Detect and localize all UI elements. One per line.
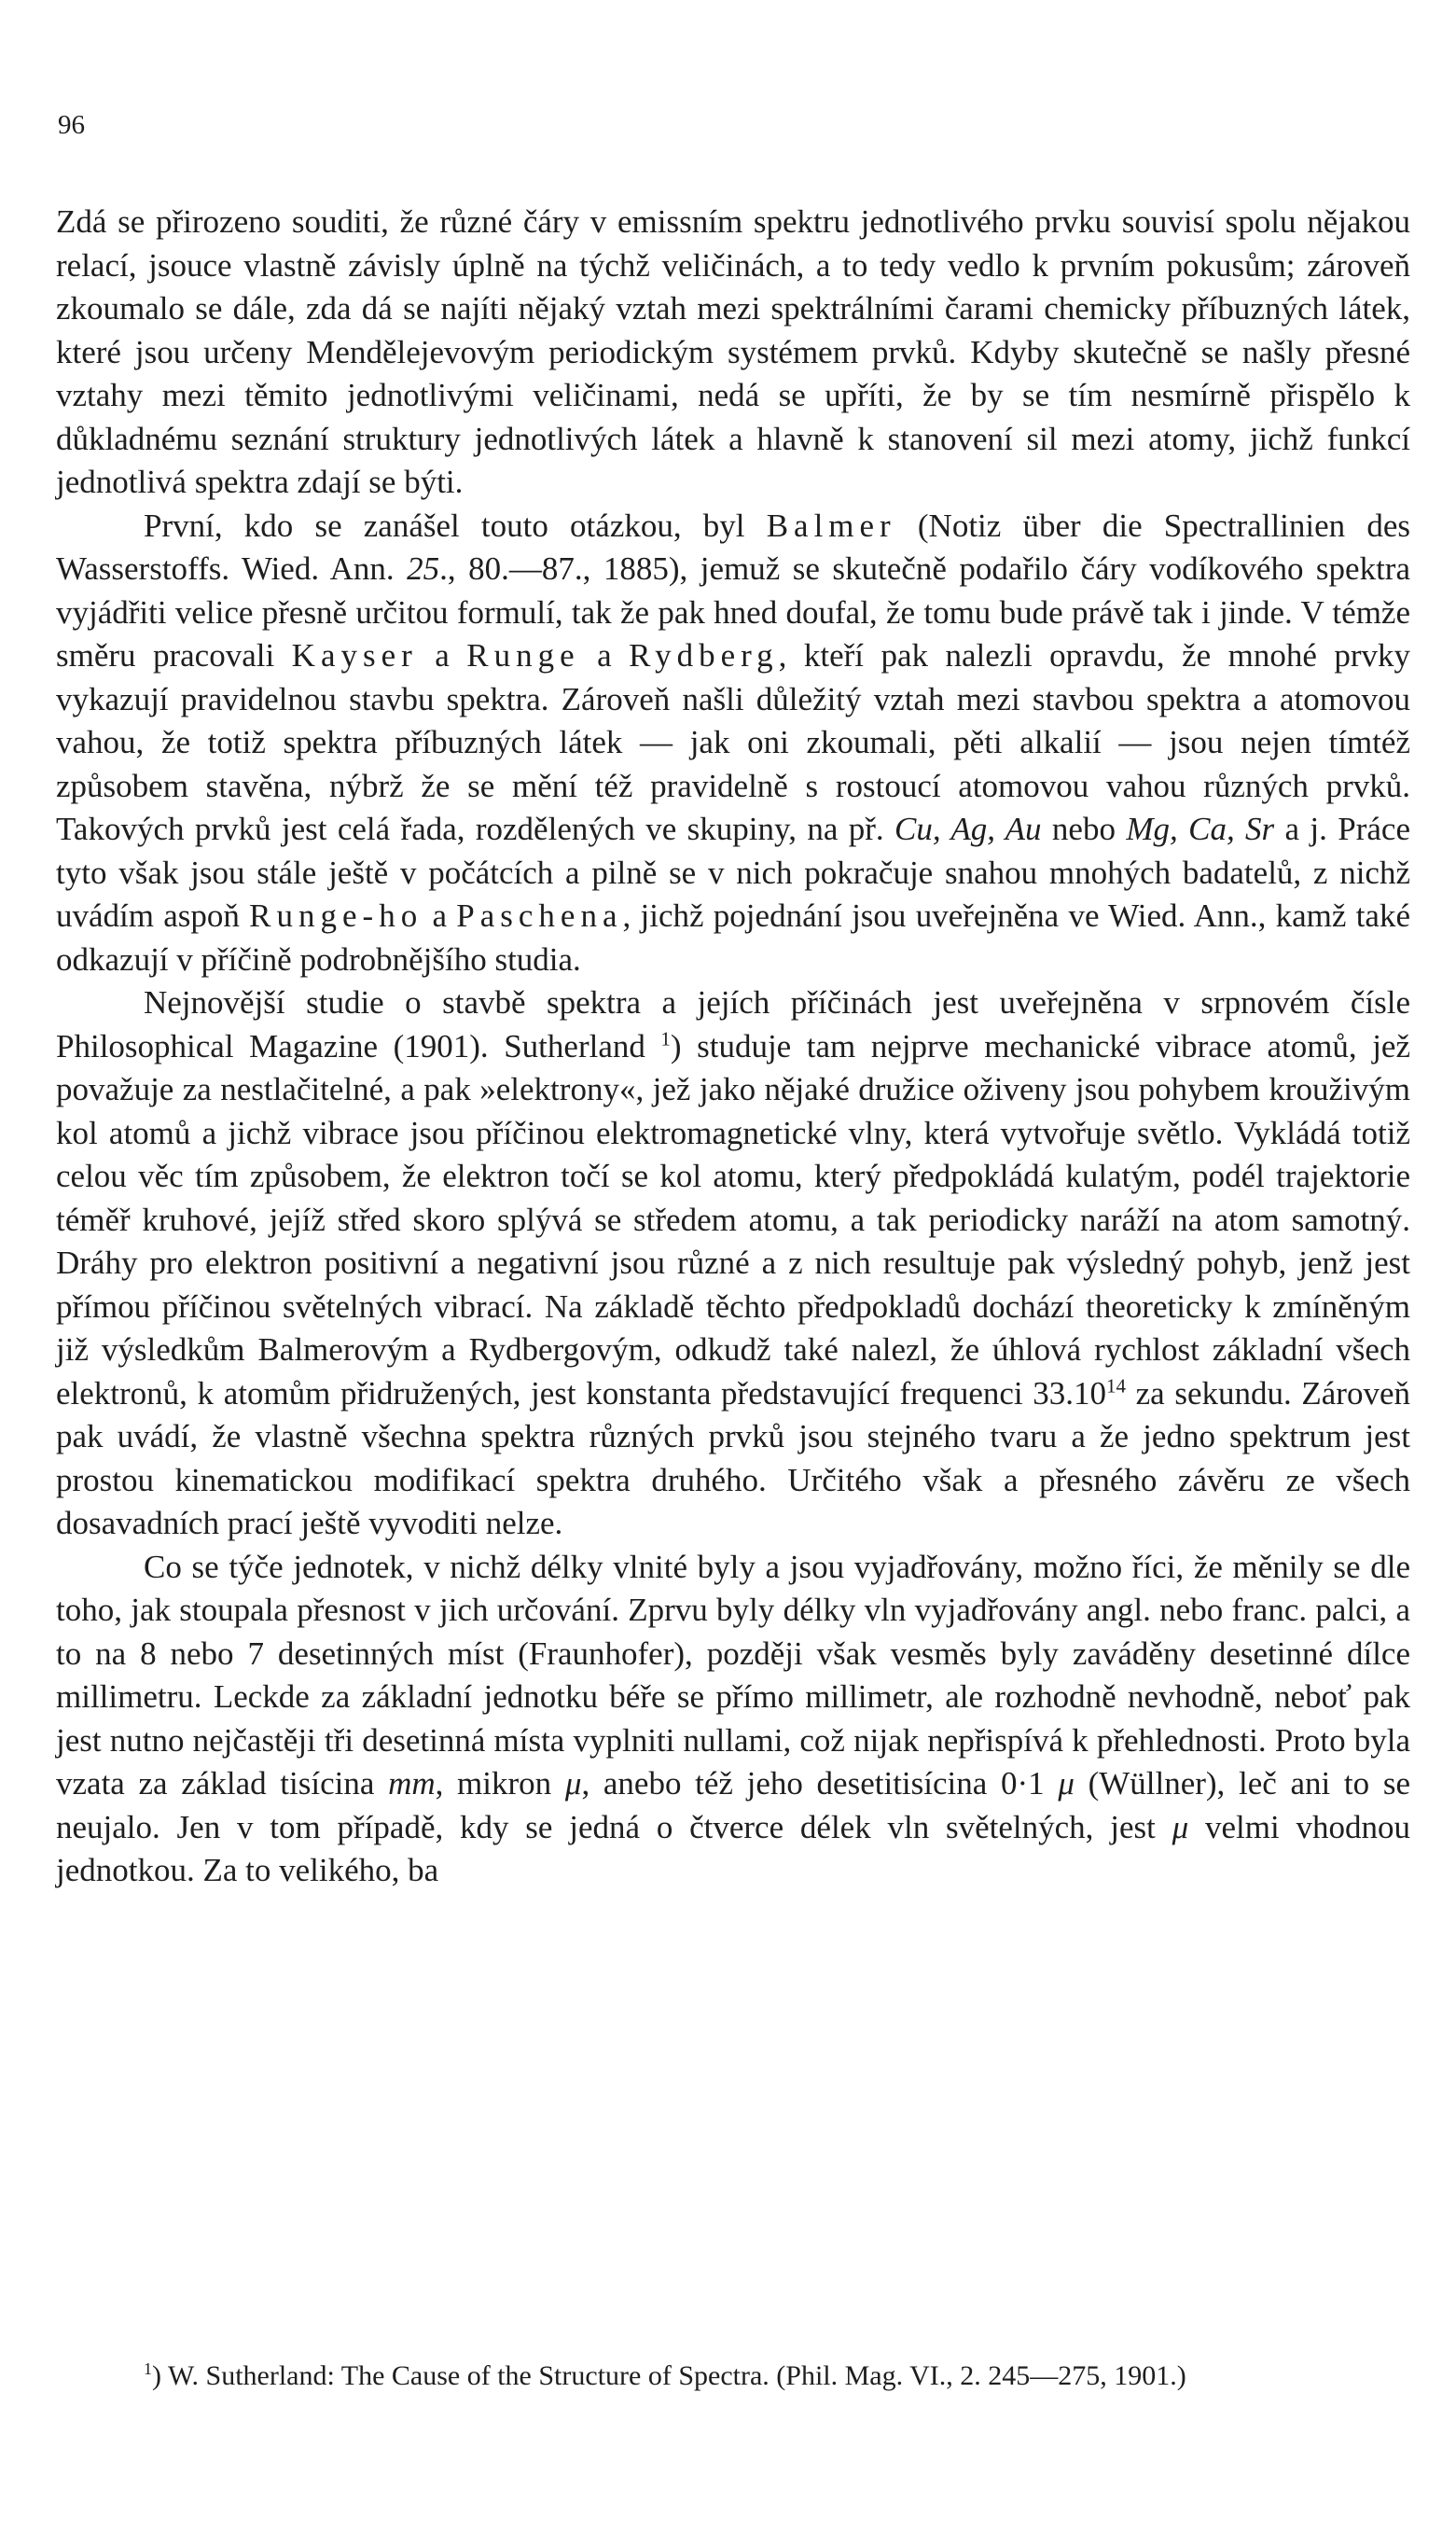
footnote-marker: 1 <box>144 2359 152 2379</box>
footnote-text: ) W. Sutherland: The Cause of the Structure of Spectra. (Phil. Mag. VI., 2. 245—275, 1901.) <box>152 2360 1186 2391</box>
italic-text: mm <box>388 1765 436 1802</box>
text-run: Nejnovější studie o stavbě spektra a jejích příčinách jest uveřejněna v srpnovém čísle Philosophical Magazine (1901). Sutherland <box>56 984 1410 1064</box>
spaced-name: Kayser <box>291 637 418 674</box>
text-run: První, kdo se zanášel touto otázkou, byl <box>144 507 767 544</box>
italic-text: μ <box>1172 1808 1189 1845</box>
spaced-name: Runge <box>466 637 580 674</box>
text-run: , jichž pojednání jsou uveřejněna ve Wied. Ann., kamž také odkazují v příčině podrobnějšího studia. <box>56 897 1410 978</box>
superscript: 14 <box>1106 1373 1126 1397</box>
paragraph <box>56 201 1410 505</box>
spaced-name: Runge-ho <box>249 897 423 934</box>
page-number: 96 <box>58 110 85 140</box>
text-run: a <box>417 637 467 674</box>
italic-text: 25 <box>407 550 440 587</box>
text-run: nebo <box>1041 811 1127 847</box>
text-run: (Wüllner), leč ani to se neujalo. Jen v tom případě, kdy se jedná o čtverce délek vln světelných, jest <box>56 1765 1410 1845</box>
text-run: , mikron <box>435 1765 565 1802</box>
superscript: 1 <box>660 1026 671 1050</box>
spaced-name: Rydberg <box>629 637 779 674</box>
text-run: , anebo též jeho desetitisícina 0·1 <box>581 1765 1059 1802</box>
text-run: ., 80.—87., 1885), jemuž se skutečně podařilo čáry vodíkového spektra vyjádřiti velice přesně určitou formulí, tak že pak hned doufal, že tomu bude právě tak i jinde. V témže směru pracovali <box>56 550 1410 674</box>
footnote <box>56 2358 1410 2395</box>
paragraph <box>56 981 1410 1546</box>
text-run: Zdá se přirozeno souditi, že různé čáry v emissním spektru jednotlivého prvku souvisí spolu nějakou relací, jsouce vlastně závisly úplně na týchž veličinách, a to tedy vedlo k prvním pokusům; zároveň zkoumalo se dále, zda dá se najíti nějaký vztah mezi spektrálními čarami chemicky příbuzných látek, které jsou určeny Mendělejevovým periodickým systémem prvků. Kdyby skutečně se našly přesné vztahy mezi těmito jednotlivými veličinami, nedá se upříti, že by se tím nesmírně přispělo k důkladnému seznání struktury jednotlivých látek a hlavně k stanovení sil mezi atomy, jichž funkcí jednotlivá spektra zdají se býti. <box>56 203 1410 500</box>
text-run: a <box>423 897 457 934</box>
text-run: a <box>579 637 630 674</box>
spaced-name: Balmer <box>766 507 896 544</box>
paragraph <box>56 505 1410 982</box>
italic-text: μ <box>1058 1765 1075 1802</box>
paragraph <box>56 1546 1410 1893</box>
text-run: , kteří pak nalezli opravdu, že mnohé prvky vykazují pravidelnou stavbu spektra. Zároveň našli důležitý vztah mezi stavbou spektra a atomovou vahou, že totiž spektra příbuzných látek — jak oni zkoumali, pěti alkalií — jsou nejen tímtéž způsobem stavěna, nýbrž že se mění též pravidelně s rostoucí atomovou vahou různých prvků. Takových prvků jest celá řada, rozdělených ve skupiny, na př. <box>56 637 1410 847</box>
italic-text: Cu, Ag, Au <box>894 811 1042 847</box>
text-run: ) studuje tam nejprve mechanické vibrace atomů, jež považuje za nestlačitelné, a pak »elektrony«, jež jako nějaké družice oživeny jsou pohybem krouživým kol atomů a jichž vibrace jsou příčinou elektromagnetické vlny, která vytvořuje světlo. Vykládá totiž celou věc tím způsobem, že elektron točí se kol atomu, který předpokládá kulatým, podél trajektorie téměř kruhové, jejíž střed skoro splývá se středem atomu, a tak periodicky naráží na atom samotný. Dráhy pro elektron positivní a negativní jsou různé a z nich resultuje pak výsledný pohyb, jenž jest přímou příčinou světelných vibrací. Na základě těchto předpokladů dochází theoreticky k zmíněným již výsledkům Balmerovým a Rydbergovým, odkudž také nalezl, že úhlová rychlost základní všech elektronů, k atomům přidružených, jest konstanta představující frequenci 33.10 <box>56 1027 1411 1412</box>
text-run: za sekundu. Zároveň pak uvádí, že vlastně všechna spektra různých prvků jsou stejného tvaru a že jedno spektrum jest prostou kinematickou modifikací spektra druhého. Určitého však a přesného závěru ze všech dosavadních prací ještě vyvoditi nelze. <box>56 1374 1410 1541</box>
body-text <box>56 201 1410 1893</box>
italic-text: Mg, Ca, Sr <box>1126 811 1275 847</box>
text-run: Co se týče jednotek, v nichž délky vlnité byly a jsou vyjadřovány, možno říci, že měnily se dle toho, jak stoupala přesnost v jich určování. Zprvu byly délky vln vyjadřovány angl. nebo franc. palci, a to na 8 nebo 7 desetinných míst (Fraunhofer), později však vesměs byly zaváděny desetinné dílce millimetru. Leckde za základní jednotku béře se přímo millimetr, ale rozhodně nevhodně, neboť pak jest nutno nejčastěji tři desetinná místa vyplniti nullami, což nijak nepřispívá k přehlednosti. Proto byla vzata za základ tisícina <box>56 1548 1410 1802</box>
text-run: a j. Práce tyto však jsou stále ještě v počátcích a pilně se v nich pokračuje snahou mnohých badatelů, z nichž uvádím aspoň <box>56 811 1410 934</box>
text-run: (Notiz über die Spectrallinien des Wasserstoffs. Wied. Ann. <box>56 507 1410 587</box>
italic-text: μ <box>564 1765 582 1802</box>
text-run: velmi vhodnou jednotkou. Za to velikého, ba <box>56 1808 1410 1888</box>
spaced-name: Paschena <box>456 897 623 934</box>
